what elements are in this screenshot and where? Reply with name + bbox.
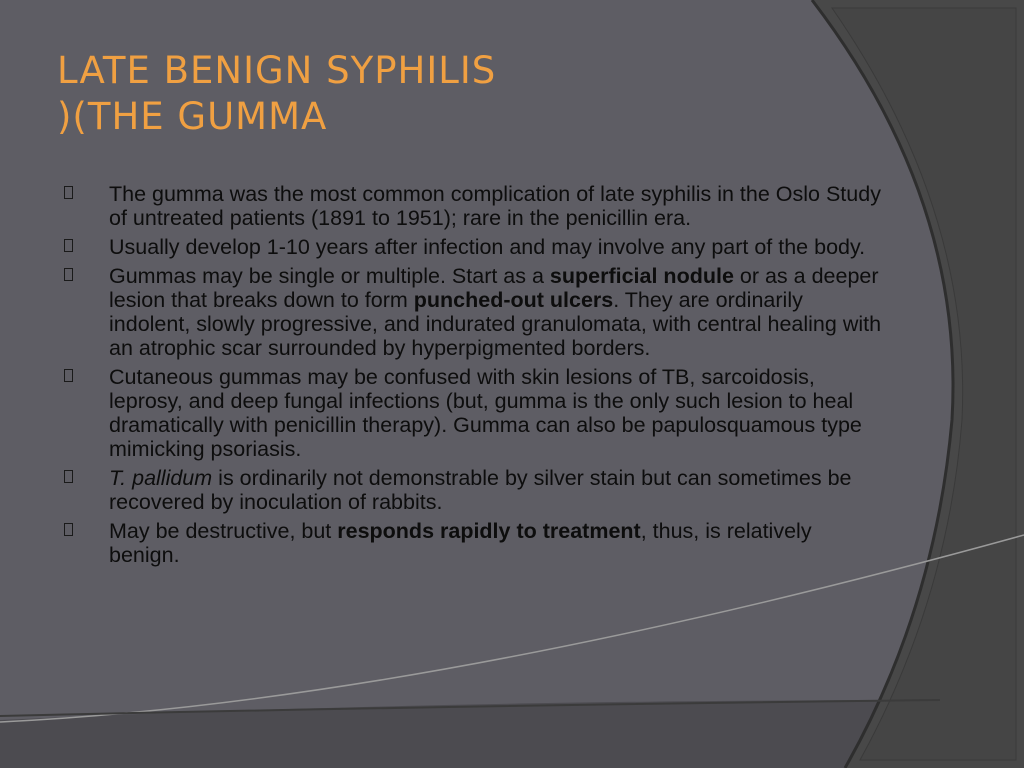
empty-square-bullet-icon	[64, 523, 73, 536]
bullet-text	[109, 182, 882, 230]
slide-title	[57, 48, 757, 140]
bullet-item	[62, 466, 882, 514]
bullet-item	[62, 182, 882, 230]
bullet-list	[62, 182, 882, 572]
bullet-item	[62, 235, 882, 259]
bullet-text-segment: May be destructive, but	[109, 519, 338, 543]
bullet-text-segment: Cutaneous gummas may be confused with skin lesions of TB, sarcoidosis, leprosy, and deep fungal infections (but, gumma is the only such lesion to heal dramatically with penicillin therapy). Gumma can also be papulosquamous type mimicking psoriasis.	[109, 365, 862, 461]
bullet-text-segment: T. pallidum	[109, 466, 213, 490]
bullet-text-segment: , thus, is relatively benign.	[109, 519, 812, 567]
empty-square-bullet-icon	[64, 268, 73, 281]
bullet-text	[109, 264, 882, 360]
bullet-text-segment: Gummas may be single or multiple. Start as a	[109, 264, 550, 288]
bullet-text	[109, 519, 882, 567]
bullet-text-segment: The gumma was the most common complication of late syphilis in the Oslo Study of untreated patients (1891 to 1951); rare in the penicillin era.	[109, 182, 881, 230]
empty-square-bullet-icon	[64, 369, 73, 382]
bullet-text-segment: . They are ordinarily indolent, slowly progressive, and indurated granulomata, with central healing with an atrophic scar surrounded by hyperpigmented borders.	[109, 288, 882, 360]
bullet-text	[109, 235, 882, 259]
bullet-text	[109, 365, 882, 461]
empty-square-bullet-icon	[64, 239, 73, 252]
bullet-text	[109, 466, 882, 514]
title-line-2: )(THE GUMMA	[57, 95, 328, 138]
bullet-item	[62, 519, 882, 567]
bullet-text-segment: is ordinarily not demonstrable by silver stain but can sometimes be recovered by inoculation of rabbits.	[109, 466, 852, 514]
empty-square-bullet-icon	[64, 470, 73, 483]
bullet-text-segment: Usually develop 1-10 years after infection and may involve any part of the body.	[109, 235, 866, 259]
bullet-text-segment: punched-out ulcers	[413, 288, 614, 312]
empty-square-bullet-icon	[64, 186, 73, 199]
bullet-item	[62, 264, 882, 360]
bullet-item	[62, 365, 882, 461]
bullet-text-segment: or as a deeper lesion that breaks down to form	[109, 264, 879, 312]
bullet-text-segment: superficial nodule	[549, 264, 734, 288]
bullet-text-segment: responds rapidly to treatment	[337, 519, 641, 543]
title-line-1: LATE BENIGN SYPHILIS	[57, 49, 497, 92]
